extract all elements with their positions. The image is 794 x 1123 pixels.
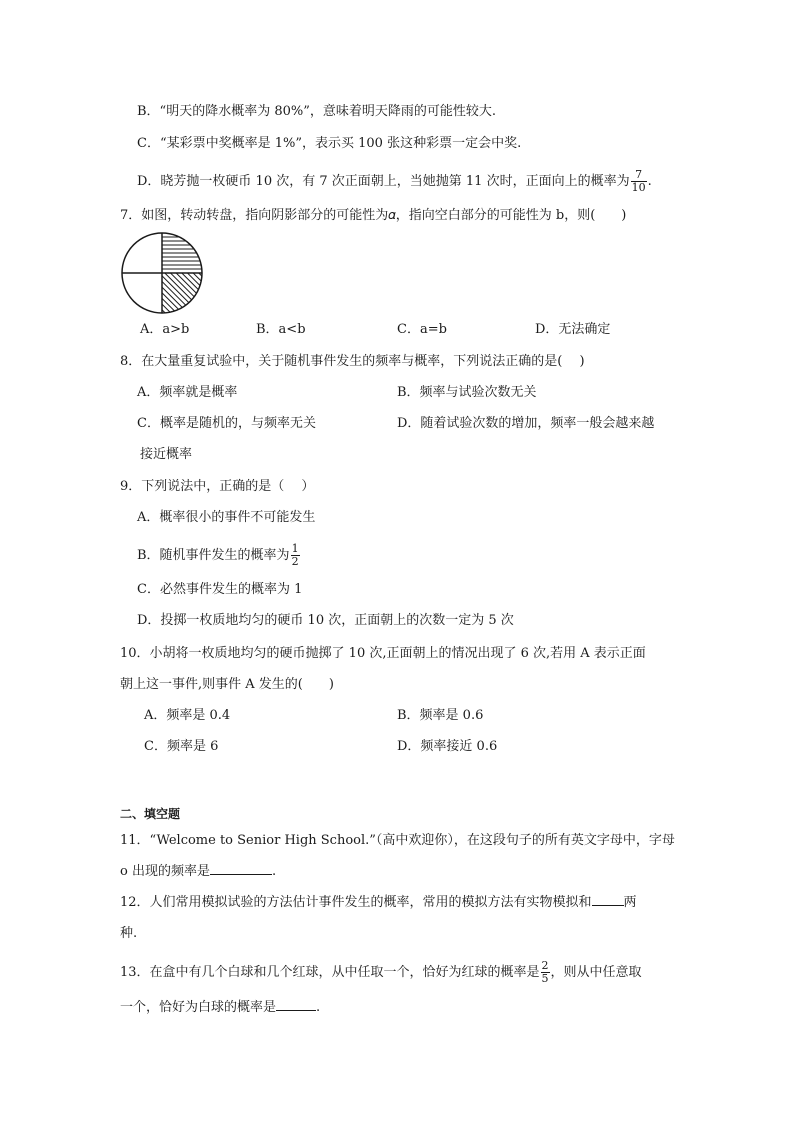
q6-option-d-text: D．晓芳抛一枚硬币 10 次，有 7 次正面朝上，当她抛第 11 次时，正面向上的概率为 — [137, 174, 630, 189]
q6-fraction — [631, 169, 647, 194]
q9-option-c: C．必然事件发生的概率为 1 — [137, 582, 303, 597]
q8-option-b: B．频率与试验次数无关 — [397, 385, 537, 400]
q13-stem-end: ，则从中任意取 — [550, 965, 642, 980]
q9-option-a: A．概率很小的事件不可能发生 — [137, 510, 316, 525]
q12-stem — [120, 893, 637, 913]
q10-option-a: A．频率是 0.4 — [144, 708, 231, 723]
q11-stem: 11．“Welcome to Senior High School.”（高中欢迎你），在这段句子的所有英文字母中，字母 — [120, 833, 675, 848]
q11-stem-end: . — [271, 864, 277, 879]
q12-answer-blank[interactable] — [592, 893, 624, 906]
q13-answer-blank[interactable] — [276, 998, 316, 1011]
q9-option-b — [137, 543, 301, 568]
q11-stem-text: o 出现的频率是 — [120, 864, 210, 879]
q8-option-a: A．频率就是概率 — [137, 385, 238, 400]
q6-option-d — [137, 169, 652, 194]
q9-stem: 9．下列说法中，正确的是（ ） — [120, 479, 315, 494]
q6-option-c: C．“某彩票中奖概率是 1%”，表示买 100 张这种彩票一定会中奖. — [137, 136, 522, 151]
q7-option-a: A．a>b — [140, 322, 190, 337]
q6-option-d-end: . — [647, 174, 652, 189]
q12-stem-end: 两 — [623, 895, 637, 910]
q7-stem: 7．如图，转动转盘，指向阴影部分的可能性为𝛼，指向空白部分的可能性为 b，则( ) — [120, 208, 627, 223]
q8-stem: 8．在大量重复试验中，关于随机事件发生的频率与概率，下列说法正确的是( ) — [120, 354, 585, 369]
q6-option-b: B．“明天的降水概率为 80%”，意味着明天降雨的可能性较大. — [137, 104, 497, 119]
q9-option-b-text: B．随机事件发生的概率为 — [137, 548, 290, 563]
q12-stem-text: 12．人们常用模拟试验的方法估计事件发生的概率，常用的模拟方法有实物模拟和 — [120, 895, 592, 910]
q13-stem2-text: 一个，恰好为白球的概率是 — [120, 1000, 277, 1015]
fraction-numerator: 1 — [291, 542, 299, 555]
q10-option-c: C．频率是 6 — [144, 739, 219, 754]
q13-stem — [120, 960, 642, 985]
q10-stem-continued: 朝上这一事件,则事件 A 发生的( ) — [120, 677, 334, 692]
fraction-numerator: 7 — [631, 169, 647, 182]
q8-option-d-continued: 接近概率 — [140, 447, 193, 462]
q10-option-d: D．频率接近 0.6 — [397, 739, 498, 754]
q7-option-d: D．无法确定 — [535, 322, 611, 337]
fraction-denominator: 5 — [541, 972, 549, 985]
q8-option-c: C．概率是随机的，与频率无关 — [137, 416, 316, 431]
q13-fraction — [541, 960, 550, 985]
q10-stem: 10．小胡将一枚质地均匀的硬币抛掷了 10 次,正面朝上的情况出现了 6 次,若用 A 表示正面 — [120, 646, 646, 661]
q11-stem-continued — [120, 862, 276, 882]
q10-option-b: B．频率是 0.6 — [397, 708, 484, 723]
q13-stem-continued — [120, 998, 320, 1018]
q7-option-b: B．a<b — [256, 322, 306, 337]
q13-stem2-end: . — [316, 1000, 321, 1015]
fraction-numerator: 2 — [541, 959, 549, 972]
q8-option-d: D．随着试验次数的增加，频率一般会越来越 — [397, 416, 655, 431]
fraction-denominator: 2 — [291, 555, 299, 568]
q9-fraction — [291, 543, 300, 568]
section-title: 二、填空题 — [120, 807, 181, 821]
q9-option-d: D．投掷一枚质地均匀的硬币 10 次，正面朝上的次数一定为 5 次 — [137, 613, 514, 628]
spinner-diagram — [120, 231, 204, 315]
q11-answer-blank[interactable] — [210, 862, 272, 875]
q7-option-c: C．a=b — [397, 322, 447, 337]
fraction-denominator: 10 — [631, 181, 646, 194]
q12-stem-continued: 种. — [120, 926, 138, 941]
q13-stem-text: 13．在盒中有几个白球和几个红球，从中任取一个，恰好为红球的概率是 — [120, 965, 540, 980]
